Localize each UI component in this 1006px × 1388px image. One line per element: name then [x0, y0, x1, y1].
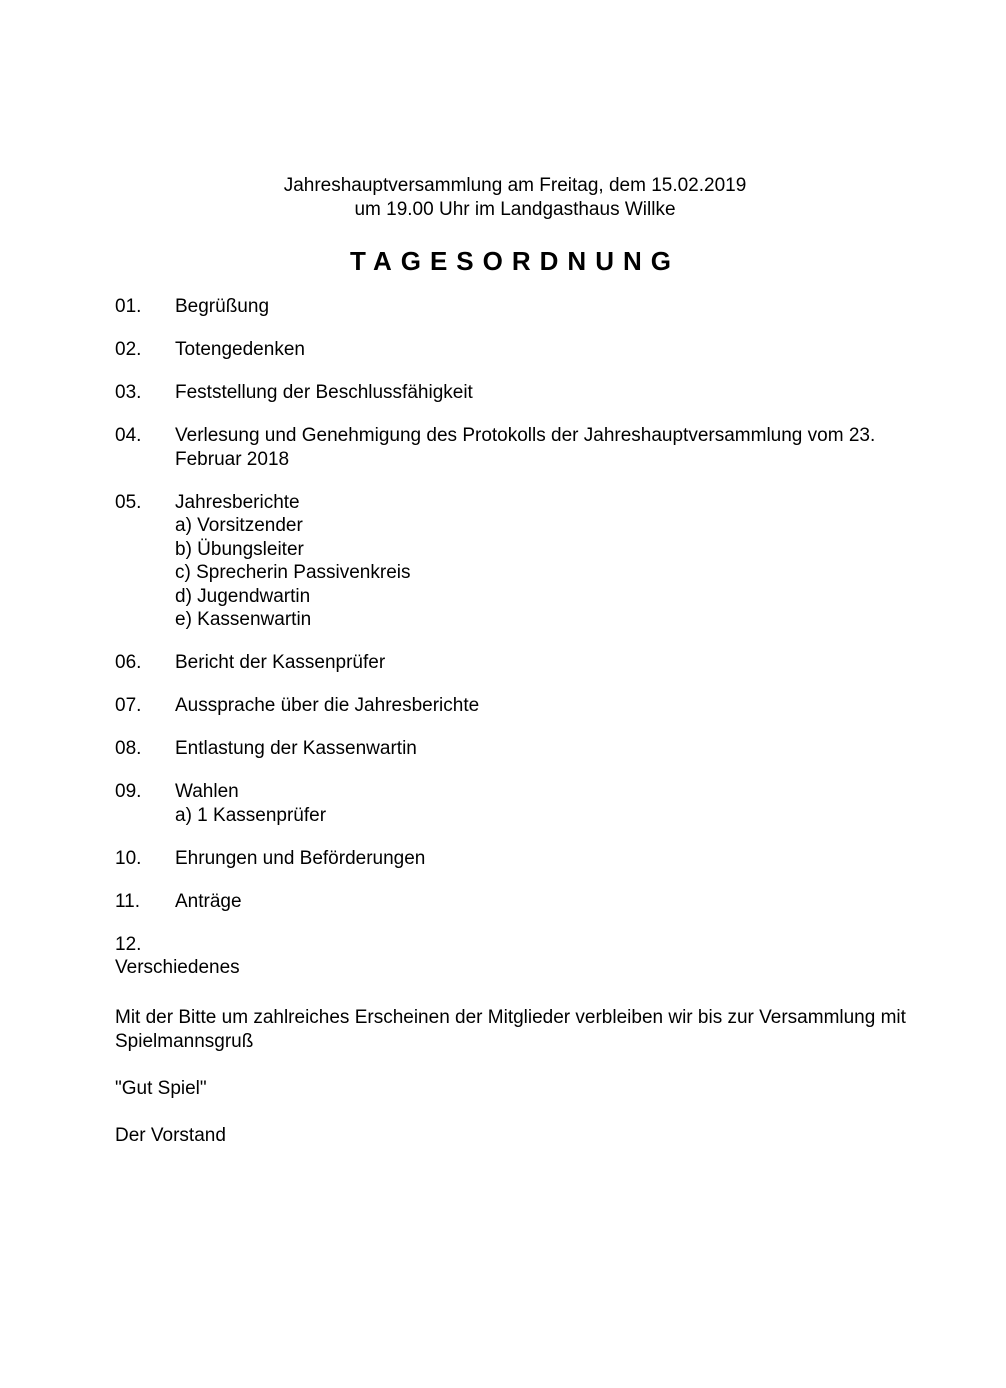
agenda-subitem: d) Jugendwartin	[175, 585, 311, 607]
agenda-item-number: 05.	[115, 491, 142, 513]
signature-text: Der Vorstand	[115, 1124, 226, 1146]
agenda-item-number: 01.	[115, 296, 142, 317]
agenda-item	[115, 847, 915, 871]
agenda-item	[115, 933, 915, 980]
agenda-subitem: a) 1 Kassenprüfer	[175, 804, 327, 826]
agenda-subitem: e) Kassenwartin	[175, 609, 312, 630]
agenda-item-text: Jahresberichte	[175, 491, 300, 513]
agenda-subitem: b) Übungsleiter	[175, 538, 304, 560]
agenda-item	[115, 651, 915, 675]
agenda-item-text: Entlastung der Kassenwartin	[175, 738, 417, 759]
agenda-item-text: Wahlen	[175, 781, 239, 802]
agenda-subitem: a) Vorsitzender	[175, 515, 303, 536]
agenda-item-number: 09.	[115, 781, 142, 802]
agenda-item-number: 12.	[115, 933, 142, 955]
page-title: TAGESORDNUNG	[350, 246, 680, 276]
agenda-item-number: 08.	[115, 738, 142, 759]
agenda-item-text: Ehrungen und Beförderungen	[175, 847, 426, 869]
agenda-item-number: 07.	[115, 695, 142, 716]
agenda-item-text: Verlesung und Genehmigung des Protokolls der Jahreshauptversammlung vom 23. Februar 2018	[175, 425, 876, 470]
agenda-item-text: Aussprache über die Jahresberichte	[175, 695, 480, 716]
agenda-item-text: Anträge	[175, 890, 242, 912]
agenda-item	[115, 295, 915, 319]
agenda-item-number: 03.	[115, 382, 142, 403]
agenda-item	[115, 694, 915, 718]
agenda-item-number: 02.	[115, 339, 142, 360]
agenda-item-number: 06.	[115, 652, 142, 673]
agenda-list	[115, 295, 915, 999]
agenda-item-text: Begrüßung	[175, 296, 270, 317]
agenda-item	[115, 780, 915, 827]
agenda-item-number: 10.	[115, 847, 142, 869]
closing-section	[115, 1006, 915, 1171]
agenda-item	[115, 737, 915, 761]
agenda-item-number: 04.	[115, 425, 142, 446]
meeting-date-line: Jahreshauptversammlung am Freitag, dem 15.02.2019	[283, 175, 747, 196]
meeting-header	[0, 174, 1006, 221]
agenda-item-text: Totengedenken	[175, 339, 305, 360]
agenda-item-number: 11.	[115, 890, 141, 912]
agenda-item	[115, 491, 915, 632]
agenda-item	[115, 381, 915, 405]
meeting-location-line: um 19.00 Uhr im Landgasthaus Willke	[354, 198, 676, 220]
agenda-item-text: Verschiedenes	[115, 957, 240, 978]
greeting-text: "Gut Spiel"	[115, 1077, 207, 1099]
agenda-item	[115, 338, 915, 362]
agenda-item-text: Bericht der Kassenprüfer	[175, 652, 386, 673]
agenda-item-text: Feststellung der Beschlussfähigkeit	[175, 382, 473, 403]
agenda-subitem: c) Sprecherin Passivenkreis	[175, 562, 411, 583]
invitation-text: Mit der Bitte um zahlreiches Erscheinen der Mitglieder verbleiben wir bis zur Versammlung mit Spielmannsgruß	[115, 1007, 906, 1052]
agenda-item	[115, 890, 915, 914]
agenda-item	[115, 424, 915, 471]
